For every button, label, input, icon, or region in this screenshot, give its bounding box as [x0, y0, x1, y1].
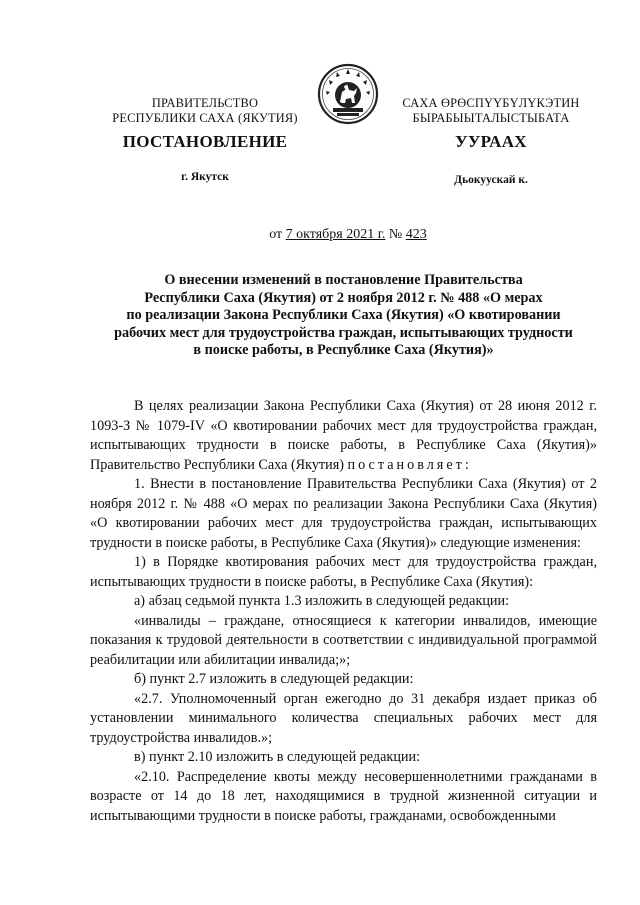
government-name-ru-line2: РЕСПУБЛИКИ САХА (ЯКУТИЯ) [112, 111, 298, 125]
date-number-line [100, 227, 596, 243]
doc-type-sakha: УУРААХ [455, 132, 527, 151]
government-name-ru-line1: ПРАВИТЕЛЬСТВО [151, 96, 259, 110]
title-line: по реализации Закона Республики Саха (Якутия) «О квотировании [126, 307, 561, 324]
document-number: 423 [405, 227, 427, 242]
title-line: рабочих мест для трудоустройства граждан, испытывающих трудности [114, 324, 573, 341]
title-line: в поиске работы, в Республике Саха (Якутия)» [193, 342, 494, 359]
number-sign: № [388, 227, 403, 242]
government-name-ru [100, 96, 310, 126]
paragraph-a-text: «инвалиды – граждане, относящиеся к категории инвалидов, имеющие показания к трудовой деятельности в соответствии с индивидуальной программой реабилитации или абилитации инвалида;»; [90, 612, 597, 668]
paragraph-b: б) пункт 2.7 изложить в следующей редакции: [134, 671, 414, 687]
paragraph-a: а) абзац седьмой пункта 1.3 изложить в следующей редакции: [134, 593, 510, 609]
city-sakha: Дьокуускай к. [454, 174, 528, 186]
document-date: 7 октября 2021 г. [285, 227, 386, 242]
title-line: О внесении изменений в постановление Правительства [164, 272, 523, 288]
paragraph-b-text: «2.7. Уполномоченный орган ежегодно до 31 декабря издает приказ об установлении минимального количества специальных рабочих мест для трудоустройства инвалидов.»; [90, 690, 597, 746]
government-name-sakha [386, 96, 596, 126]
city-ru: г. Якутск [181, 171, 229, 183]
paragraph-c-text: «2.10. Распределение квоты между несовершеннолетними гражданами в возрасте от 14 до 18 лет, находящимися в трудной жизненной ситуации и испытывающими трудности в поиске работы, гражданами, освобожденными [90, 768, 597, 824]
document-body [90, 397, 597, 826]
preamble-paragraph [90, 397, 597, 475]
paragraph-subitem-1: 1) в Порядке квотирования рабочих мест для трудоустройства граждан, испытывающих трудности в поиске работы, в Республике Саха (Якутия): [90, 554, 597, 590]
government-name-sakha-line2: БЫРАБЫЫТАЛЫСТЫБАТА [412, 111, 570, 125]
title-line: Республики Саха (Якутия) от 2 ноября 2012 г. № 488 «О мерах [144, 289, 543, 306]
preamble-text: В целях реализации Закона Республики Саха (Якутия) от 28 июня 2012 г. 1093-З № 1079-IV «О квотировании рабочих мест для трудоустройства граждан, испытывающих трудности в поиске работы, в Республике Саха (Якутия)» Правительство Республики Саха (Якутия) [90, 398, 597, 473]
document-title [90, 272, 597, 360]
paragraph-item-1: 1. Внести в постановление Правительства Республики Саха (Якутия) от 2 ноября 2012 г. № 488 «О мерах по реализации Закона Республики Саха (Якутия) «О квотировании рабочих мест для трудоустройства граждан, испытывающих трудности в поиске работы, в Республике Саха (Якутия)» следующие изменения: [90, 476, 597, 551]
coat-of-arms-emblem [317, 62, 379, 126]
date-prefix: от [269, 227, 283, 242]
doc-type-ru: ПОСТАНОВЛЕНИЕ [122, 132, 288, 151]
resolution-word: постановляет: [347, 456, 472, 473]
paragraph-c: в) пункт 2.10 изложить в следующей редакции: [134, 749, 421, 765]
government-name-sakha-line1: САХА ӨРӨСПҮҮБҮЛҮКЭТИН [402, 96, 580, 110]
